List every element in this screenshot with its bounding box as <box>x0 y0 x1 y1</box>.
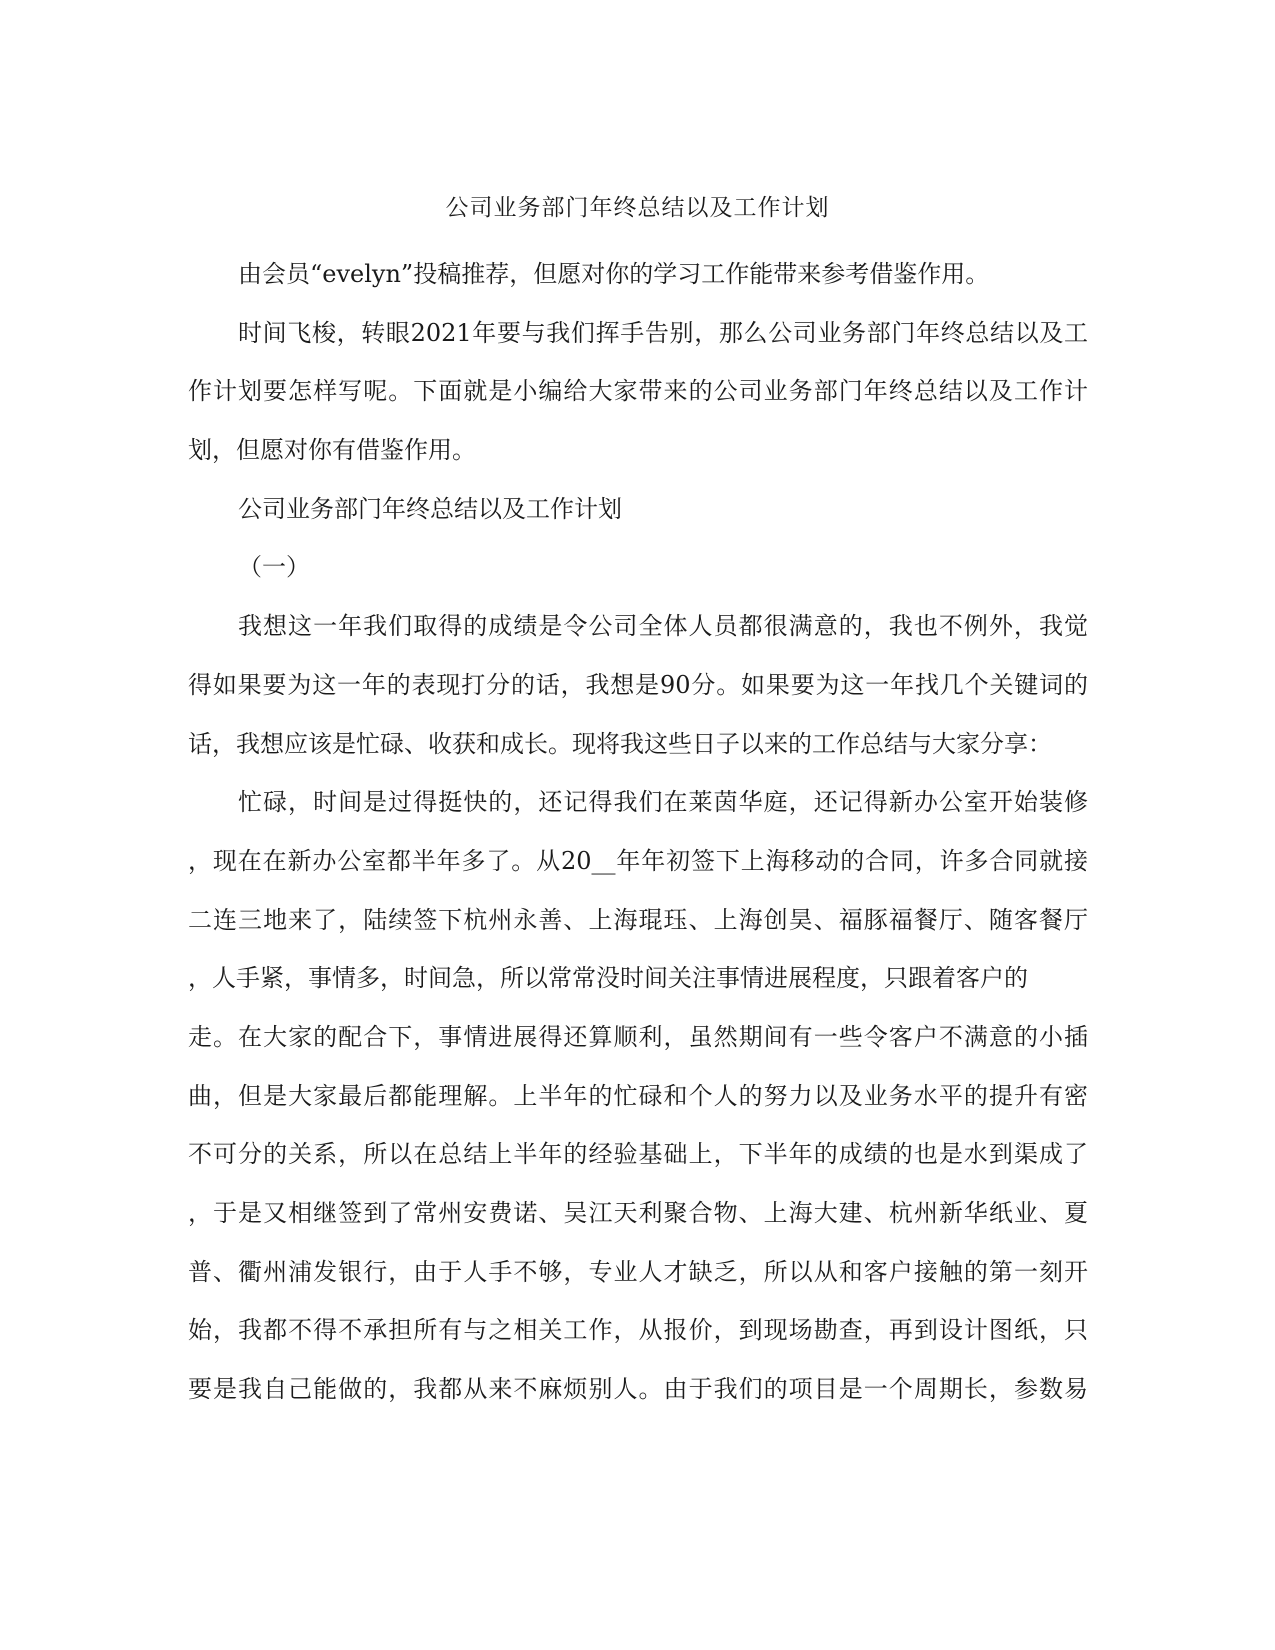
document-body <box>188 245 1088 1419</box>
document-title: 公司业务部门年终总结以及工作计划 <box>445 195 830 221</box>
paragraph-line: 时间飞梭，转眼2021年要与我们挥手告别，那么公司业务部门年终总结以及工 <box>238 318 1088 347</box>
paragraph-line: 始，我都不得不承担所有与之相关工作，从报价，到现场勘查，再到设计图纸，只 <box>188 1316 1088 1345</box>
paragraph-line: 作计划要怎样写呢。下面就是小编给大家带来的公司业务部门年终总结以及工作计 <box>188 377 1088 406</box>
paragraph-line: 我想这一年我们取得的成绩是令公司全体人员都很满意的，我也不例外，我觉 <box>238 612 1088 641</box>
paragraph-line: 由会员“evelyn”投稿推荐，但愿对你的学习工作能带来参考借鉴作用。 <box>238 260 990 288</box>
paragraph-line: 不可分的关系，所以在总结上半年的经验基础上，下半年的成绩的也是水到渠成了 <box>188 1140 1088 1169</box>
paragraph-line: ，于是又相继签到了常州安费诺、吴江天利聚合物、上海大建、杭州新华纸业、夏 <box>188 1199 1088 1227</box>
paragraph-line: 二连三地来了，陆续签下杭州永善、上海琨珏、上海创昊、福豚福餐厅、随客餐厅 <box>188 905 1088 934</box>
paragraph-line: 划，但愿对你有借鉴作用。 <box>188 436 476 465</box>
paragraph-line: ，现在在新办公室都半年多了。从20__年年初签下上海移动的合同，许多合同就接 <box>188 846 1088 875</box>
paragraph-line: 得如果要为这一年的表现打分的话，我想是90分。如果要为这一年找几个关键词的 <box>188 670 1088 699</box>
paragraph-line: 普、衢州浦发银行，由于人手不够，专业人才缺乏，所以从和客户接触的第一刻开 <box>188 1257 1088 1286</box>
paragraph-line: ，人手紧，事情多，时间急，所以常常没时间关注事情进展程度，只跟着客户的 <box>188 964 1028 993</box>
paragraph-line: 忙碌，时间是过得挺快的，还记得我们在莱茵华庭，还记得新办公室开始装修 <box>238 788 1088 817</box>
paragraph-line: 公司业务部门年终总结以及工作计划 <box>238 494 622 523</box>
paragraph-line: 话，我想应该是忙碌、收获和成长。现将我这些日子以来的工作总结与大家分享： <box>188 729 1052 758</box>
paragraph-line: 要是我自己能做的，我都从来不麻烦别人。由于我们的项目是一个周期长，参数易 <box>188 1375 1088 1404</box>
paragraph-line: 走。在大家的配合下，事情进展得还算顺利，虽然期间有一些令客户不满意的小插 <box>188 1022 1088 1051</box>
paragraph-line: 曲，但是大家最后都能理解。上半年的忙碌和个人的努力以及业务水平的提升有密 <box>188 1081 1088 1110</box>
paragraph-line: （一） <box>238 553 310 582</box>
